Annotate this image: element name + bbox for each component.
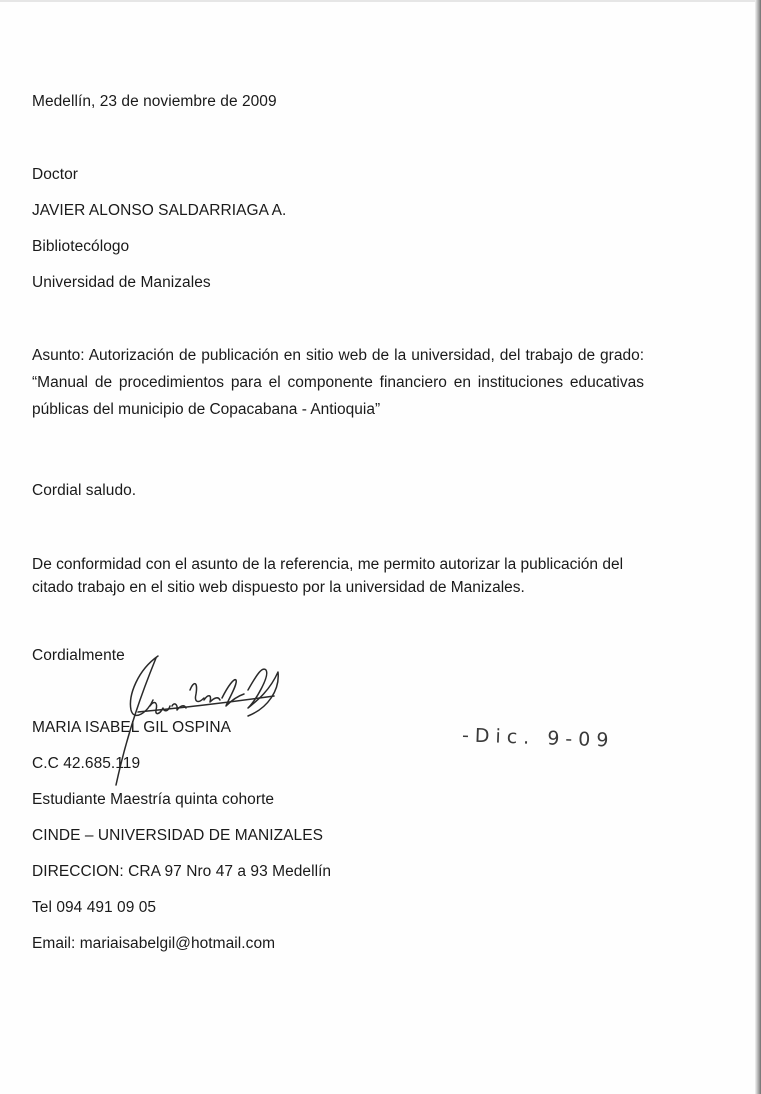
handwritten-date-note: -Dic. 9-09	[461, 724, 615, 752]
handwritten-signature	[98, 650, 298, 790]
sender-email: Email: mariaisabelgil@hotmail.com	[32, 935, 276, 952]
subject-paragraph: Asunto: Autorización de publicación en sitio web de la universidad, del trabajo de grado: “Manual de procedimientos para el componente financiero en instituciones educativas públicas del municipio de Copacabana - Antioquia”	[32, 347, 644, 418]
recipient-position: Bibliotecólogo	[32, 238, 130, 255]
scan-top-edge	[0, 0, 761, 2]
sender-name: MARIA ISABEL GIL OSPINA	[32, 719, 231, 736]
sender-institution: CINDE – UNIVERSIDAD DE MANIZALES	[32, 827, 323, 844]
closing: Cordialmente	[32, 647, 125, 664]
sender-role: Estudiante Maestría quinta cohorte	[32, 791, 275, 808]
greeting: Cordial saludo.	[32, 482, 137, 499]
recipient-title: Doctor	[32, 166, 78, 183]
sender-id-number: C.C 42.685.119	[32, 755, 141, 772]
recipient-name: JAVIER ALONSO SALDARRIAGA A.	[32, 202, 287, 219]
sender-phone: Tel 094 491 09 05	[32, 899, 157, 916]
body-paragraph: De conformidad con el asunto de la referencia, me permito autorizar la publicación del citado trabajo en el sitio web dispuesto por la universidad de Manizales.	[32, 556, 624, 596]
scan-right-edge	[755, 0, 761, 1094]
sender-address: DIRECCION: CRA 97 Nro 47 a 93 Medellín	[32, 863, 332, 880]
date-line: Medellín, 23 de noviembre de 2009	[32, 93, 277, 110]
recipient-institution: Universidad de Manizales	[32, 274, 211, 291]
